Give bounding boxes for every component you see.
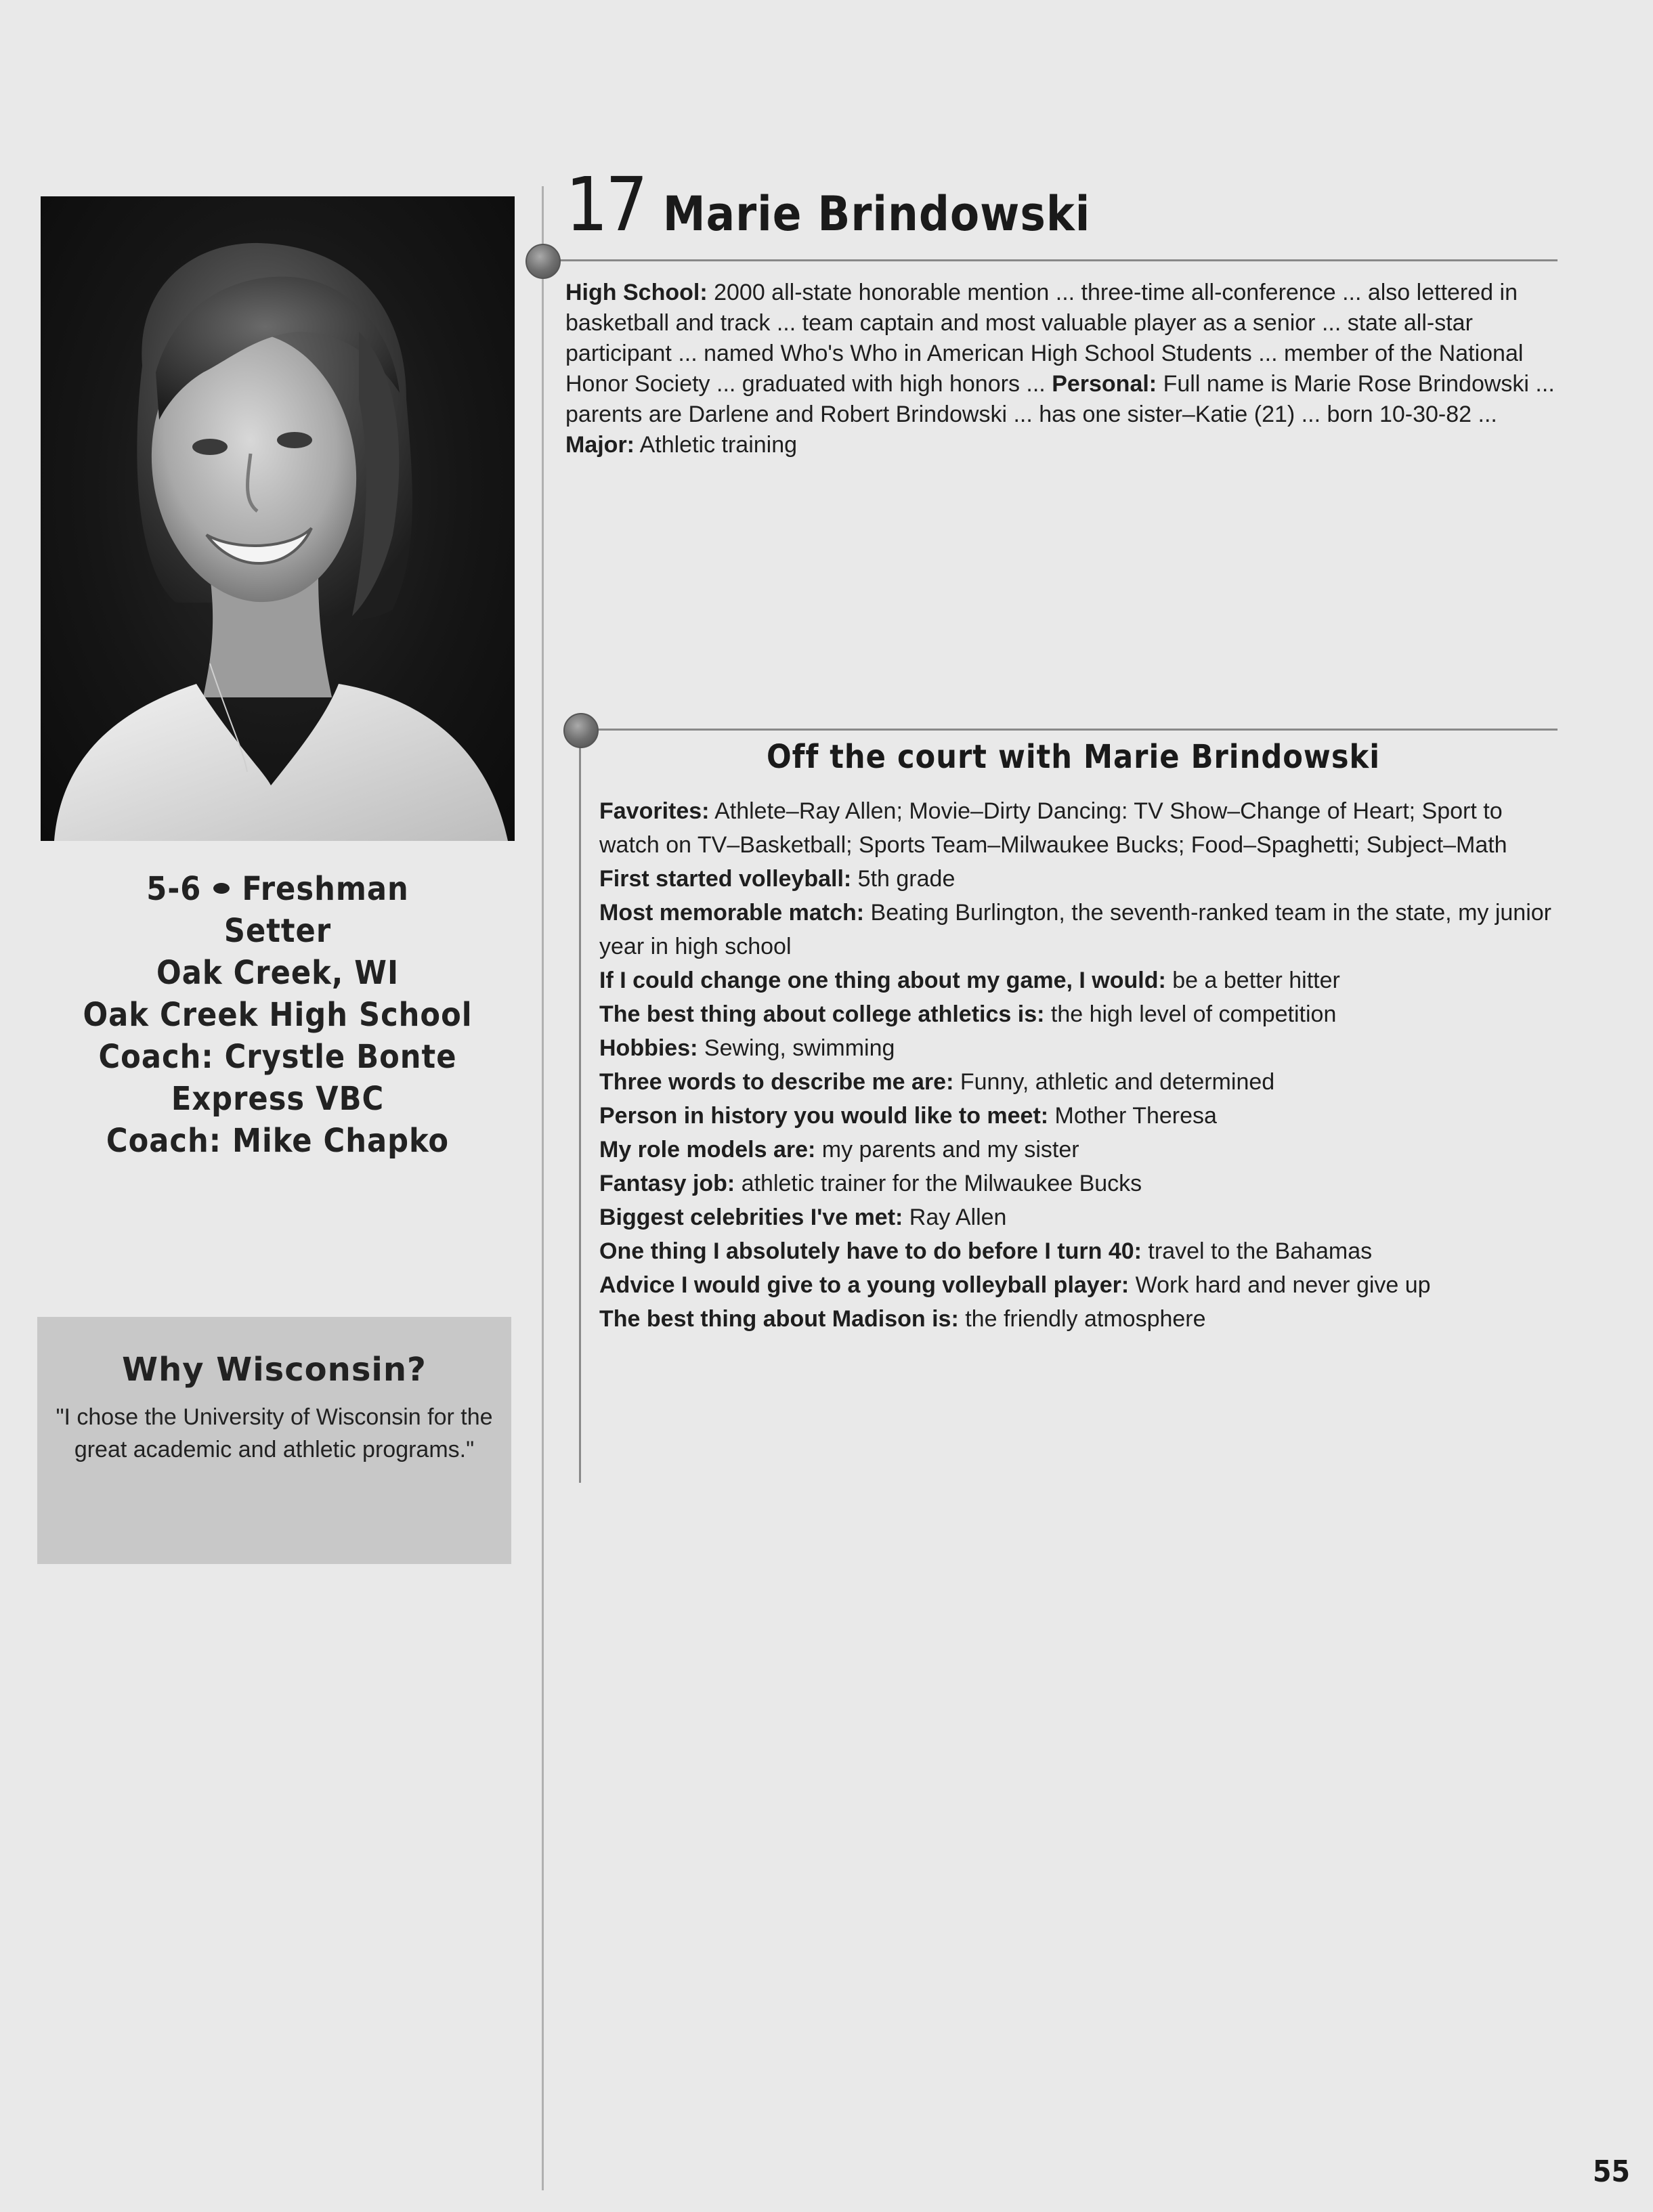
item-label: Advice I would give to a young volleyball player:	[599, 1272, 1130, 1298]
bio-text-personal: Full name is Marie Rose Brindowski ... parents are Darlene and Robert Brindowski ... has one sister–Katie (21) ... born 10-30-82 ...	[565, 371, 1555, 427]
list-item	[599, 1234, 1561, 1268]
list-item	[599, 1167, 1561, 1200]
bio-label-high-school: High School:	[565, 280, 708, 305]
player-name: Marie Brindowski	[662, 186, 1091, 242]
item-label: My role models are:	[599, 1137, 816, 1163]
player-club: Express VBC	[171, 1080, 385, 1118]
item-text: travel to the Bahamas	[1141, 1238, 1373, 1264]
player-club-coach: Coach: Mike Chapko	[106, 1122, 450, 1160]
player-hs-coach: Coach: Crystle Bonte	[98, 1038, 457, 1076]
list-item	[599, 1200, 1561, 1234]
item-label: Biggest celebrities I've met:	[599, 1205, 903, 1230]
list-item	[599, 862, 1561, 896]
list-item	[599, 1099, 1561, 1133]
player-year: Freshman	[242, 870, 409, 908]
bullet-icon	[213, 883, 230, 894]
item-label: The best thing about college athletics is:	[599, 1001, 1045, 1027]
item-text: Ray Allen	[903, 1205, 1007, 1230]
player-hometown: Oak Creek, WI	[156, 954, 399, 992]
why-wisconsin-title: Why Wisconsin?	[122, 1351, 427, 1389]
off-court-rule	[580, 729, 1558, 731]
header-knob-icon	[525, 244, 561, 279]
bio-label-personal: Personal:	[1052, 371, 1157, 397]
item-text: the high level of competition	[1044, 1001, 1337, 1027]
item-label: If I could change one thing about my game, I would:	[599, 968, 1166, 993]
bio-text-high-school: 2000 all-state honorable mention ... three-time all-conference ... also lettered in basketball and track ... team captain and most valuable player as a senior ... state all-star participant ... named Who's Who in American High School Students ... member of the National Honor Society ... graduated with high honors ...	[565, 280, 1524, 397]
bio-label-major: Major:	[565, 432, 635, 458]
main-divider	[542, 186, 544, 2190]
item-text: 5th grade	[851, 866, 956, 892]
item-label: Most memorable match:	[599, 900, 865, 926]
item-label: Favorites:	[599, 798, 710, 824]
why-wisconsin-quote: "I chose the University of Wisconsin for the great academic and athletic programs."	[56, 1404, 493, 1462]
item-label: One thing I absolutely have to do before I turn 40:	[599, 1238, 1142, 1264]
list-item	[599, 1268, 1561, 1302]
item-text: Work hard and never give up	[1129, 1272, 1431, 1298]
list-item	[599, 794, 1561, 862]
item-text: athletic trainer for the Milwaukee Bucks	[735, 1171, 1142, 1196]
page-title	[565, 161, 1090, 248]
item-label: The best thing about Madison is:	[599, 1306, 959, 1332]
background-watermark	[102, 1733, 194, 2064]
item-label: First started volleyball:	[599, 866, 852, 892]
item-label: Hobbies:	[599, 1035, 698, 1061]
page-number: 55	[1593, 2154, 1631, 2189]
list-item	[599, 1133, 1561, 1167]
bio-text-major: Athletic training	[635, 432, 798, 458]
list-item	[599, 997, 1561, 1031]
list-item	[599, 1065, 1561, 1099]
item-label: Three words to describe me are:	[599, 1069, 954, 1095]
portrait-illustration	[41, 196, 515, 841]
player-height: 5-6	[146, 870, 202, 908]
off-court-list	[599, 794, 1561, 1336]
jersey-number: 17	[565, 161, 645, 248]
list-item	[599, 896, 1561, 963]
list-item	[599, 1302, 1561, 1336]
player-facts	[41, 868, 515, 1162]
player-photo	[41, 196, 515, 841]
off-court-divider	[579, 731, 581, 1483]
item-text: my parents and my sister	[815, 1137, 1079, 1163]
item-text: be a better hitter	[1165, 968, 1340, 993]
list-item	[599, 963, 1561, 997]
bio-paragraph	[565, 278, 1561, 460]
item-label: Person in history you would like to meet:	[599, 1103, 1049, 1129]
off-court-title: Off the court with Marie Brindowski	[766, 738, 1381, 776]
why-wisconsin-box	[37, 1317, 511, 1564]
list-item	[599, 1031, 1561, 1065]
item-label: Fantasy job:	[599, 1171, 735, 1196]
header-rule	[542, 259, 1558, 261]
player-position: Setter	[223, 912, 332, 950]
height-year-line	[41, 868, 515, 910]
player-high-school: Oak Creek High School	[83, 996, 473, 1034]
item-text: Beating Burlington, the seventh-ranked team in the state, my junior year in high school	[599, 900, 1551, 959]
item-text: Mother Theresa	[1048, 1103, 1217, 1129]
off-court-knob-icon	[563, 713, 599, 748]
item-text: Sewing, swimming	[697, 1035, 895, 1061]
item-text: Athlete–Ray Allen; Movie–Dirty Dancing: TV Show–Change of Heart; Sport to watch on TV–Basketball; Sports Team–Milwaukee Bucks; Food–Spaghetti; Subject–Math	[599, 798, 1507, 858]
item-text: Funny, athletic and determined	[953, 1069, 1275, 1095]
item-text: the friendly atmosphere	[958, 1306, 1206, 1332]
